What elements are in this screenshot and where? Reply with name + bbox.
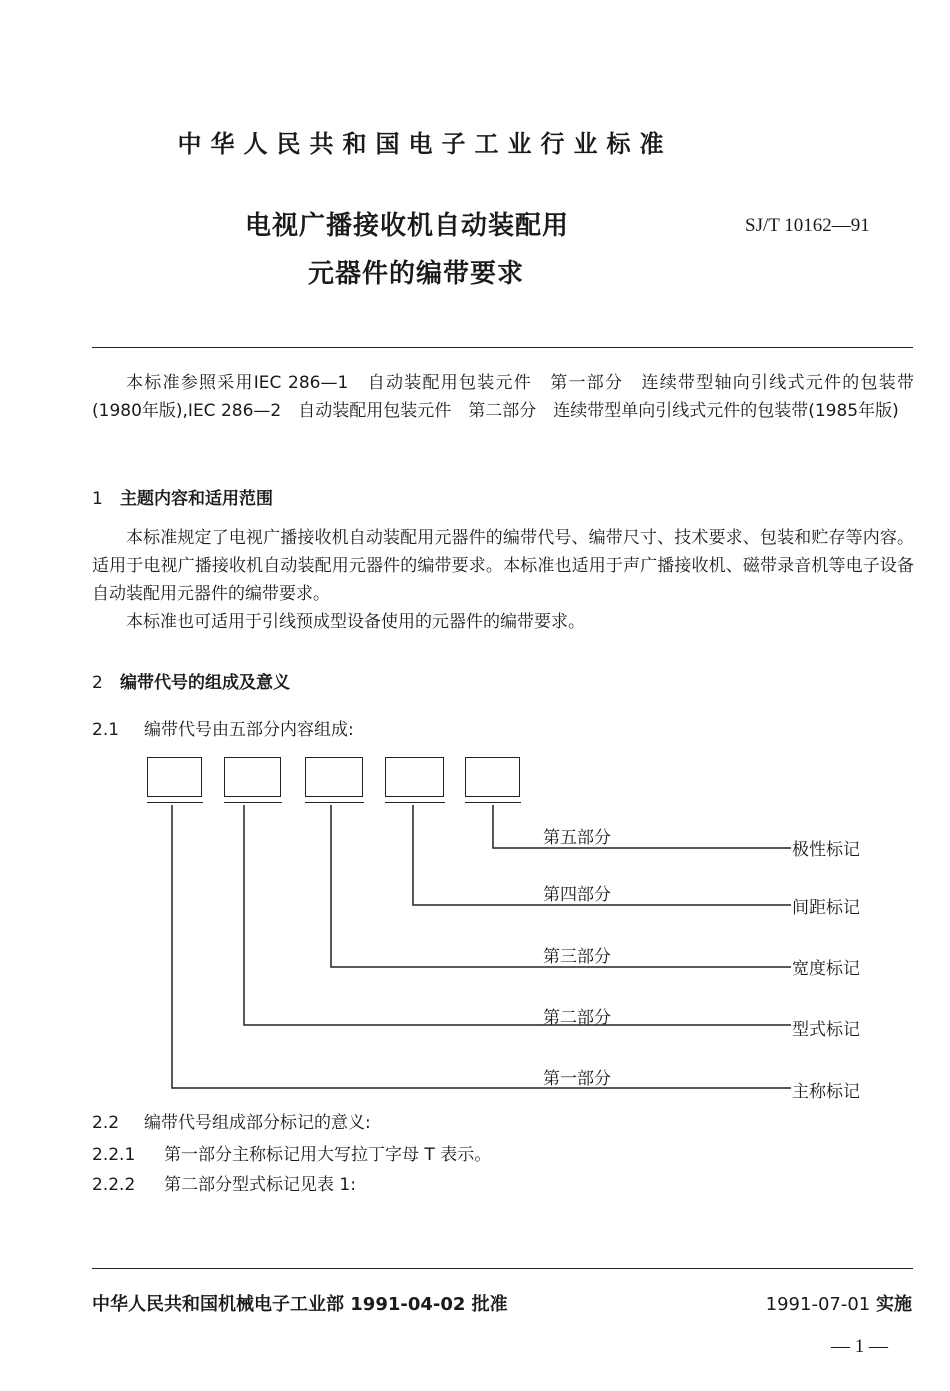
part-4-meaning: 间距标记 [792,898,860,918]
implementation-date: 1991-07-01 [765,1294,871,1315]
connector-part-2 [244,805,791,1025]
approval-statement: 中华人民共和国机械电子工业部 1991-04-02 批准 [92,1294,508,1315]
section-1-title: 主题内容和适用范围 [120,489,273,509]
intro-text: 本标准参照采用IEC 286—1 自动装配用包装元件 第一部分 连续带型轴向引线式元件的包装带(1980年版),IEC 286—2 自动装配用包装元件 第二部分 连续带型单向引线式元件的包装带(1985年版) [92,373,914,421]
part-3-label: 第三部分 [543,947,611,967]
part-4-label: 第四部分 [543,885,611,905]
clause-2-2-1 [92,1140,491,1165]
clause-2-2 [92,1108,371,1133]
standard-code: SJ/T 10162—91 [745,215,870,236]
part-3-meaning: 宽度标记 [792,959,860,979]
part-5-label: 第五部分 [543,828,611,848]
section-1-number: 1 [92,489,103,509]
document-title-line1: 电视广播接收机自动装配用 [245,211,570,241]
footer-divider [92,1268,913,1269]
clause-2-2-2 [92,1170,356,1195]
page-number: — 1 — [831,1336,888,1357]
clause-2-2-1-text: 第一部分主称标记用大写拉丁字母 T 表示。 [164,1145,492,1165]
part-1-meaning: 主称标记 [792,1082,860,1102]
implementation-statement [766,1290,912,1316]
standard-category-title: 中华人民共和国电子工业行业标准 [177,130,673,158]
clause-2-1-text: 编带代号由五部分内容组成: [144,720,354,740]
clause-2-2-number: 2.2 [92,1113,120,1133]
document-title-line2: 元器件的编带要求 [308,259,525,289]
clause-2-2-2-text: 第二部分型式标记见表 1: [164,1175,356,1195]
part-1-label: 第一部分 [543,1069,611,1089]
part-2-label: 第二部分 [543,1008,611,1028]
connector-part-5 [493,805,791,848]
section-1-para2: 本标准也可适用于引线预成型设备使用的元器件的编带要求。 [126,612,585,632]
section-2-title: 编带代号的组成及意义 [120,673,290,693]
clause-2-2-text: 编带代号组成部分标记的意义: [144,1113,371,1133]
part-5-meaning: 极性标记 [792,840,860,860]
section-2-number: 2 [92,673,103,693]
clause-2-2-2-number: 2.2.2 [92,1175,136,1195]
clause-2-2-1-number: 2.2.1 [92,1145,136,1165]
implementation-label: 实施 [876,1294,912,1315]
clause-2-1-number: 2.1 [92,720,120,740]
section-1-para1: 本标准规定了电视广播接收机自动装配用元器件的编带代号、编带尺寸、技术要求、包装和贮存等内容。适用于电视广播接收机自动装配用元器件的编带要求。本标准也适用于声广播接收机、磁带录音机等电子设备自动装配用元器件的编带要求。 [92,528,914,604]
part-2-meaning: 型式标记 [792,1020,860,1040]
